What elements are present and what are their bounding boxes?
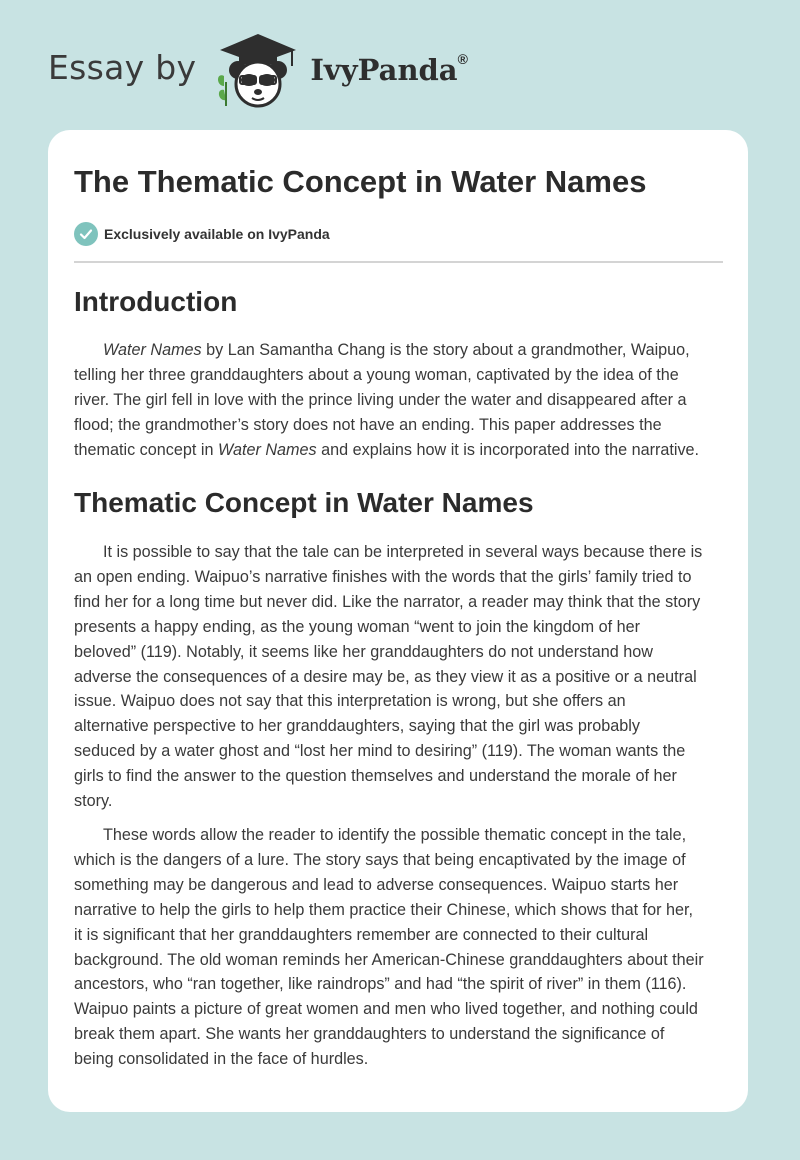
exclusive-badge (74, 222, 330, 246)
text-run: and explains how it is incorporated into the narrative. (316, 440, 700, 459)
text-run: background. The old woman reminds her American-Chinese granddaughters about their (74, 950, 704, 969)
text-run: flood; the grandmother’s story does not have an ending. This paper addresses the (74, 415, 662, 434)
text-run: issue. Waipuo does not say that this interpretation is wrong, but she offers an (74, 692, 626, 711)
text-run: river. The girl fell in love with the prince living under the water and disappeared after a (74, 390, 687, 409)
text-run: beloved” (119). Notably, it seems like her granddaughters do not understand how (74, 642, 653, 661)
text-line (74, 789, 702, 814)
text-run: alternative perspective to her granddaughters, saying that the girl was probably (74, 717, 640, 736)
text-run: an open ending. Waipuo’s narrative finishes with the words that the girls’ family tried to (74, 567, 692, 586)
check-icon (74, 222, 98, 246)
brand-prefix: Essay by (48, 47, 197, 87)
text-line (74, 565, 702, 590)
text-line (74, 948, 704, 973)
section-heading: Thematic Concept in Water Names (74, 487, 534, 518)
text-line (74, 923, 704, 948)
text-line (74, 665, 702, 690)
text-line (74, 590, 702, 615)
text-line (74, 689, 702, 714)
text-run: break them apart. She wants her granddaughters to understand the significance of (74, 1025, 665, 1044)
text-line (74, 363, 699, 388)
text-line (74, 997, 704, 1022)
text-run: adverse the consequences of a desire may be, as they view it as a positive or a neutral (74, 667, 697, 686)
text-line (74, 1047, 704, 1072)
text-line (74, 898, 704, 923)
registered-mark: ® (457, 51, 468, 67)
text-run: it is significant that her granddaughters remember are connected to their cultural (74, 925, 649, 944)
text-run: thematic concept in (74, 440, 218, 459)
text-line (74, 338, 699, 363)
text-run: by Lan Samantha Chang is the story about a grandmother, Waipuo, (201, 341, 690, 359)
brand-name (310, 53, 468, 87)
text-run: girls to find the answer to the question themselves and understand the morale of her (74, 767, 677, 786)
text-line (74, 640, 702, 665)
section-heading: Introduction (74, 286, 238, 317)
text-line (74, 823, 704, 848)
text-run: seduced by a water ghost and “lost her mind to desiring” (119). The woman wants the (74, 742, 686, 761)
brand-name-text: IvyPanda (310, 53, 458, 87)
text-line (74, 1022, 704, 1047)
text-run: narrative to help the girls to help them practice their Chinese, which shows that for her, (74, 900, 694, 919)
text-line (74, 873, 704, 898)
text-line (74, 615, 702, 640)
text-run: find her for a long time but never did. Like the narrator, a reader may think that the story (74, 592, 701, 611)
paragraph (74, 823, 704, 1072)
text-line (74, 540, 702, 565)
text-run: These words allow the reader to identify the possible thematic concept in the tale, (103, 826, 687, 844)
text-line (74, 413, 699, 438)
paragraph (74, 338, 699, 463)
divider (74, 261, 723, 263)
text-run: presents a happy ending, as the young woman “went to join the kingdom of her (74, 617, 641, 636)
exclusive-label: Exclusively available on IvyPanda (104, 226, 330, 242)
text-run: Waipuo paints a picture of great women and men who lived together, and nothing could (74, 1000, 698, 1019)
text-line (74, 972, 704, 997)
text-run: which is the dangers of a lure. The story says that being encaptivated by the image of (74, 850, 686, 869)
brand-header (48, 30, 468, 110)
text-line (74, 739, 702, 764)
text-line (74, 438, 699, 463)
text-run: It is possible to say that the tale can be interpreted in several ways because there is (103, 543, 703, 561)
text-run: telling her three granddaughters about a young woman, captivated by the idea of the (74, 365, 679, 384)
paragraph (74, 540, 702, 814)
text-run: something may be dangerous and lead to adverse consequences. Waipuo starts her (74, 875, 679, 894)
text-line (74, 764, 702, 789)
text-run: ancestors, who “ran together, like raindrops” and had “the spirit of river” in them (116). (74, 975, 687, 994)
book-title: Water Names (103, 341, 202, 359)
text-run: being consolidated in the face of hurdles. (74, 1050, 369, 1069)
book-title: Water Names (217, 440, 317, 459)
text-line (74, 714, 702, 739)
text-line (74, 388, 699, 413)
article-card (48, 130, 748, 1112)
text-line (74, 848, 704, 873)
text-run: story. (74, 792, 113, 811)
page-title: The Thematic Concept in Water Names (74, 164, 647, 199)
panda-logo-icon (212, 30, 304, 110)
